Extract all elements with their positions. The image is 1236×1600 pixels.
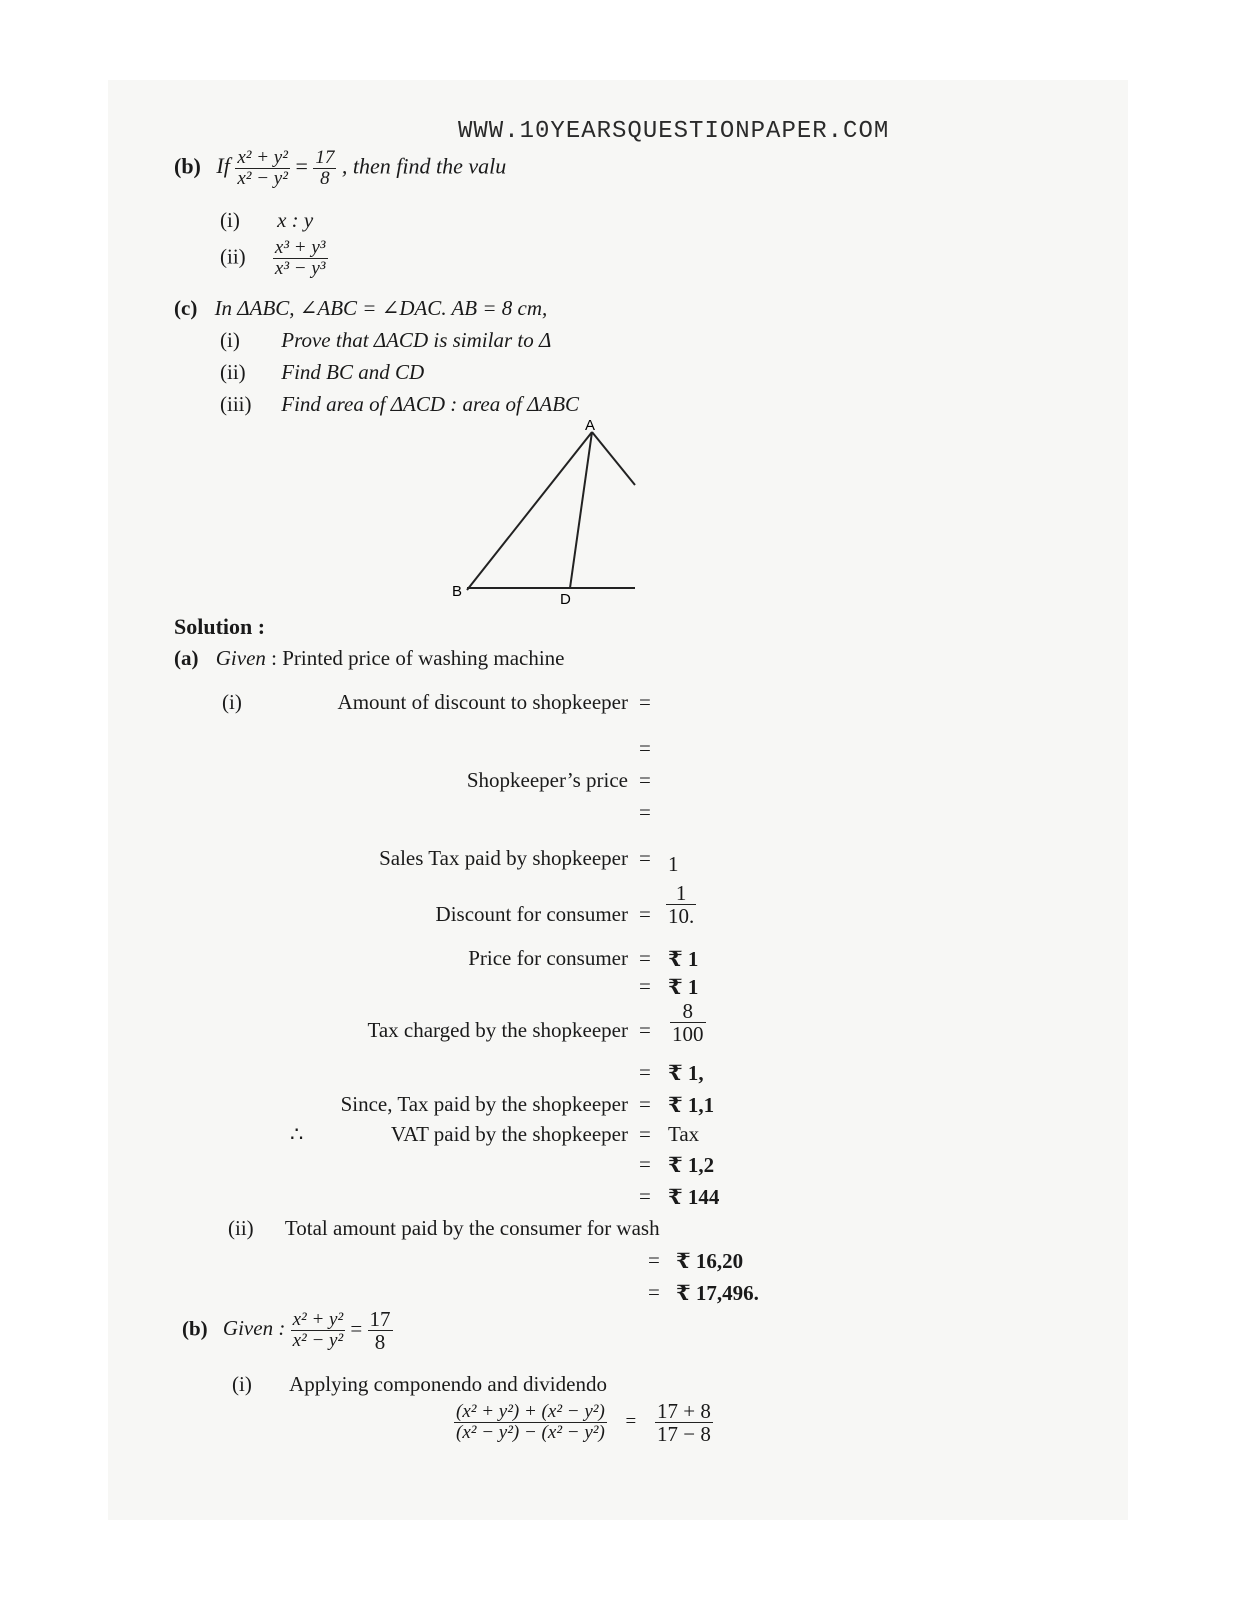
question-b-ii-num: x³ + y³ <box>274 237 326 258</box>
therefore-symbol: ∴ <box>290 1122 304 1146</box>
discount-fraction-num: 1 <box>675 881 687 905</box>
calc-row-eq: = <box>639 1060 651 1084</box>
discount-fraction <box>666 882 696 927</box>
componendo-eq: = <box>625 1410 637 1432</box>
calc-row-value: ₹ 1 <box>668 947 699 971</box>
solution-b-lhs-den: x² − y² <box>292 1330 344 1352</box>
question-b-ii-label: (ii) <box>220 244 246 269</box>
calc-row-value: ₹ 144 <box>668 1185 720 1209</box>
componendo-lhs-fraction <box>454 1402 607 1443</box>
question-b-if: If <box>216 153 230 179</box>
calc-row-eq: = <box>639 1152 651 1176</box>
calc-row-value: 1 <box>668 852 679 876</box>
calc-row-value: ₹ 1 <box>668 975 699 999</box>
total-row-eq: = <box>648 1280 660 1304</box>
calc-row-label: Tax charged by the shopkeeper <box>367 1018 628 1042</box>
tax-fraction <box>670 1000 706 1045</box>
question-b-ii <box>220 238 328 279</box>
calc-row-eq: = <box>639 690 651 714</box>
calc-row-label: Since, Tax paid by the shopkeeper <box>340 1092 628 1116</box>
question-c-item <box>220 360 424 385</box>
question-c-item-text: Find BC and CD <box>281 360 425 384</box>
solution-a-ii <box>228 1216 660 1241</box>
solution-b-i-label: (i) <box>232 1372 252 1396</box>
question-c-item-text: Find area of ΔACD : area of ΔABC <box>281 392 580 416</box>
solution-heading: Solution : <box>174 614 266 639</box>
total-row-eq: = <box>648 1248 660 1272</box>
triangle-figure <box>440 410 660 610</box>
calc-row-label: VAT paid by the shopkeeper <box>390 1122 628 1146</box>
solution-a-label: (a) <box>174 646 199 670</box>
question-c-item-label: (i) <box>220 328 240 352</box>
discount-fraction-den: 10. <box>668 904 695 929</box>
vertex-a-label: A <box>585 417 596 434</box>
calc-row-label: Discount for consumer <box>435 902 628 926</box>
solution-a-text: : Printed price of washing machine <box>271 646 565 670</box>
solution-a-ii-text: Total amount paid by the consumer for wash <box>284 1216 660 1240</box>
question-c-text: In ΔABC, ∠ABC = ∠DAC. AB = 8 cm, <box>214 296 548 320</box>
componendo-lhs-num: (x² + y²) + (x² − y²) <box>456 1401 605 1423</box>
total-row-value: ₹ 17,496. <box>676 1281 759 1305</box>
calc-row-label: Sales Tax paid by shopkeeper <box>379 846 628 870</box>
calc-row-eq: = <box>639 736 651 760</box>
calc-row-value: ₹ 1,2 <box>668 1153 715 1177</box>
solution-b-i <box>232 1372 607 1397</box>
question-b-label: (b) <box>174 153 201 179</box>
solution-a <box>174 646 565 671</box>
calc-row-eq: = <box>639 768 651 792</box>
question-b-lhs-num: x² + y² <box>237 147 288 168</box>
question-b-i <box>220 208 313 233</box>
tax-fraction-den: 100 <box>672 1022 704 1047</box>
question-c-item <box>220 328 551 353</box>
calc-row-value: ₹ 1,1 <box>668 1093 715 1117</box>
calc-row-eq: = <box>639 1018 651 1042</box>
watermark: WWW.10YEARSQUESTIONPAPER.COM <box>458 118 890 145</box>
calc-row-eq: = <box>639 974 651 998</box>
solution-a-i-label: (i) <box>222 690 242 714</box>
question-b-lhs-den: x² − y² <box>237 167 288 189</box>
calc-row-eq: = <box>639 846 651 870</box>
solution-a-given: Given <box>215 646 266 670</box>
solution-b-label: (b) <box>182 1316 208 1341</box>
solution-b-rhs-den: 8 <box>368 1330 393 1353</box>
question-b-rhs-num: 17 <box>315 147 335 168</box>
solution-b-lhs-fraction <box>291 1310 346 1351</box>
componendo-lhs-den: (x² − y²) − (x² − y²) <box>456 1422 605 1444</box>
question-c-label: (c) <box>174 296 198 320</box>
question-b-lhs-fraction <box>235 148 290 189</box>
solution-b-lhs-num: x² + y² <box>292 1309 344 1331</box>
calc-row-eq: = <box>639 902 651 926</box>
question-b-ii-den: x³ − y³ <box>274 257 326 279</box>
question-c <box>174 296 547 321</box>
total-row-value: ₹ 16,20 <box>676 1249 744 1273</box>
question-c-item-text: Prove that ΔACD is similar to Δ <box>281 328 552 352</box>
solution-b-rhs-num: 17 <box>369 1307 391 1331</box>
question-b-tail: , then find the valu <box>341 153 507 179</box>
solution-b-given: Given : <box>222 1316 286 1341</box>
vertex-b-label: B <box>452 583 463 600</box>
solution-a-ii-label: (ii) <box>228 1216 254 1240</box>
calc-row-eq: = <box>639 800 651 824</box>
calc-row-label: Amount of discount to shopkeeper <box>337 690 628 714</box>
question-c-item-label: (ii) <box>220 360 246 384</box>
calc-row-eq: = <box>639 1092 651 1116</box>
question-b <box>174 148 506 189</box>
calc-row-label: Price for consumer <box>468 946 628 970</box>
question-b-eq: = <box>295 153 308 179</box>
question-b-i-text: x : y <box>277 208 314 232</box>
question-b-i-label: (i) <box>220 208 240 232</box>
calc-row-label: Shopkeeper’s price <box>466 768 628 792</box>
calc-row-value: ₹ 1, <box>668 1061 704 1085</box>
question-b-ii-fraction <box>273 238 328 279</box>
question-c-item-label: (iii) <box>220 392 252 416</box>
calc-row-value: Tax <box>668 1122 700 1146</box>
tax-fraction-num: 8 <box>682 999 693 1023</box>
solution-b-rhs-fraction <box>368 1308 393 1353</box>
vertex-d-label: D <box>560 591 571 608</box>
question-b-rhs-den: 8 <box>313 168 336 189</box>
side-ac <box>592 432 635 485</box>
componendo-rhs-fraction <box>655 1400 713 1445</box>
componendo-equation <box>454 1400 713 1445</box>
question-b-rhs-fraction <box>313 148 336 189</box>
calc-row-eq: = <box>639 1184 651 1208</box>
componendo-rhs-num: 17 + 8 <box>657 1399 711 1423</box>
solution-b-i-text: Applying componendo and dividendo <box>289 1372 607 1396</box>
componendo-rhs-den: 17 − 8 <box>657 1422 711 1447</box>
solution-b <box>182 1308 393 1353</box>
calc-row-eq: = <box>639 946 651 970</box>
solution-b-eq: = <box>350 1316 363 1341</box>
calc-row-eq: = <box>639 1122 651 1146</box>
